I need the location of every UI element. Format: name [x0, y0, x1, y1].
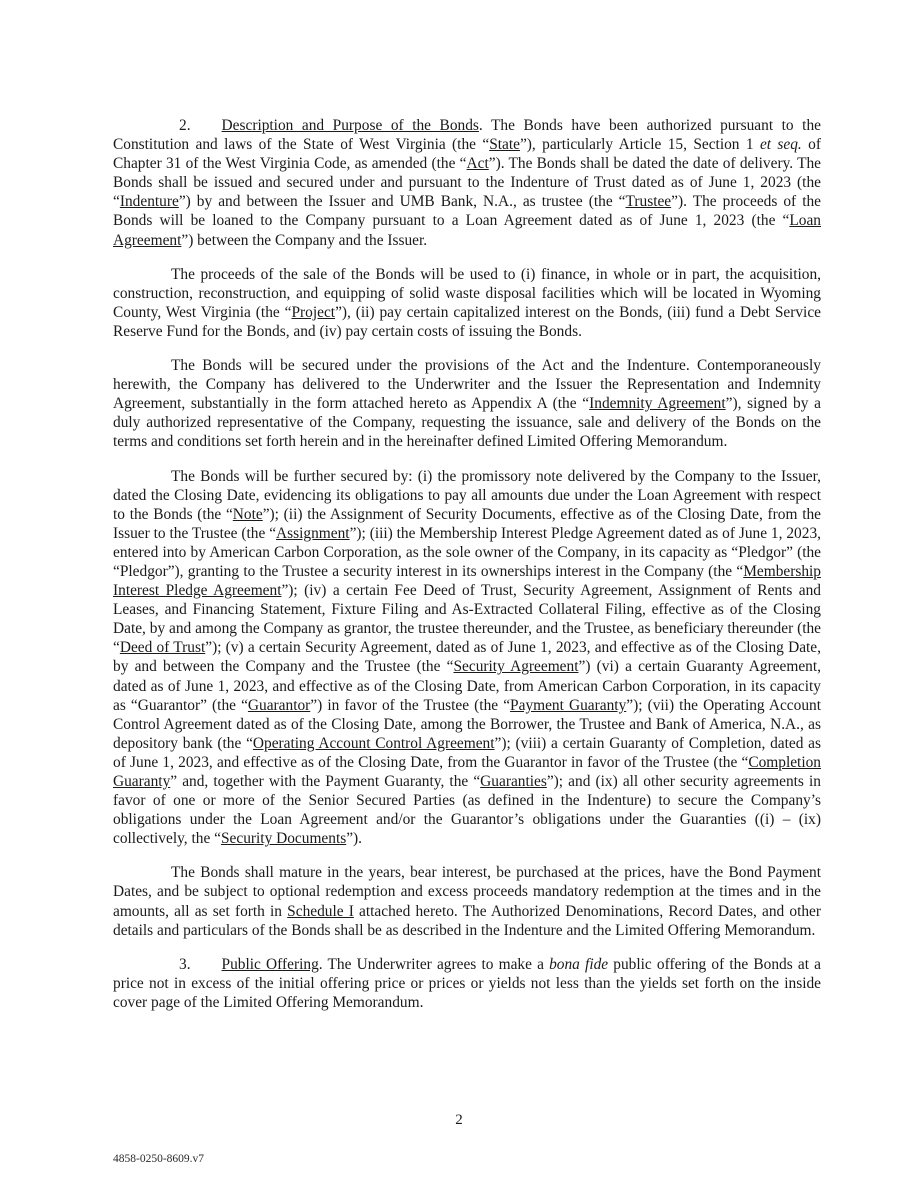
section-2-number: 2.: [179, 117, 191, 134]
section-2-paragraph-1: 2. Description and Purpose of the Bonds. The Bonds have been authorized pursuant to the Constitution and laws of the State of West Virginia (the “State”), particularly Article 15, Section 1 et seq. of Chapter 31 of the West Virginia Code, as amended (the “Act”). The Bonds shall be dated the date of delivery. The Bonds shall be issued and secured under and pursuant to the Indenture of Trust dated as of June 1, 2023 (the “Indenture”) by and between the Issuer and UMB Bank, N.A., as trustee (the “Trustee”). The proceeds of the Bonds will be loaned to the Company pursuant to a Loan Agreement dated as of June 1, 2023 (the “Loan Agreement”) between the Company and the Issuer.: [113, 117, 822, 249]
defined-term-note: Note: [232, 505, 263, 523]
defined-term-act: Act: [466, 155, 489, 173]
section-3-heading: Public Offering: [221, 955, 319, 973]
defined-term-security-documents: Security Documents: [220, 830, 347, 848]
defined-term-project: Project: [291, 303, 336, 321]
defined-term-deed-of-trust: Deed of Trust: [119, 639, 206, 657]
document-body: [113, 116, 821, 1027]
defined-term-security-agreement: Security Agreement: [453, 658, 579, 676]
defined-term-state: State: [489, 136, 520, 154]
defined-term-indemnity-agreement: Indemnity Agreement: [589, 395, 726, 413]
page-number: 2: [455, 1112, 463, 1128]
section-2-paragraph-5: The Bonds shall mature in the years, bear interest, be purchased at the prices, have the Bond Payment Dates, and be subject to optional redemption and excess proceeds mandatory redemption at the times and in the amounts, all as set forth in Schedule I attached hereto. The Authorized Denominations, Record Dates, and other details and particulars of the Bonds shall be as described in the Indenture and the Limited Offering Memorandum.: [113, 864, 821, 939]
defined-term-guarantor: Guarantor: [247, 696, 311, 714]
defined-term-assignment: Assignment: [276, 524, 350, 542]
section-3-number: 3.: [179, 955, 191, 973]
defined-term-completion-guaranty: Completion Guaranty: [113, 753, 821, 790]
defined-term-operating-account: Operating Account Control Agreement: [252, 734, 495, 752]
defined-term-pledge-agreement: Membership Interest Pledge Agreement: [113, 562, 821, 600]
section-3-paragraph: 3. Public Offering. The Underwriter agrees to make a bona fide public offering of the Bonds at a price not in excess of the initial offering price or prices or yields not less than the yields set forth on the inside cover page of the Limited Offering Memorandum.: [113, 955, 821, 1011]
section-2-paragraph-4: The Bonds will be further secured by: (i) the promissory note delivered by the Company to the Issuer, dated the Closing Date, evidencing its obligations to pay all amounts due under the Loan Agreement with respect to the Bonds (the “Note”); (ii) the Assignment of Security Documents, effective as of the Closing Date, from the Issuer to the Trustee (the “Assignment”); (iii) the Membership Interest Pledge Agreement dated as of June 1, 2023, entered into by American Carbon Corporation, as the sole owner of the Company, in its capacity as “Pledgor” (the “Pledgor”), granting to the Trustee a security interest in its ownerships interest in the Company (the “Membership Interest Pledge Agreement”); (iv) a certain Fee Deed of Trust, Security Agreement, Assignment of Rents and Leases, and Financing Statement, Fixture Filing and As-Extracted Collateral Filing, effective as of the Closing Date, by and among the Company as grantor, the trustee thereunder, and the Trustee, as beneficiary thereunder (the “Deed of Trust”); (v) a certain Security Agreement, dated as of June 1, 2023, and effective as of the Closing Date, by and between the Company and the Trustee (the “Security Agreement”) (vi) a certain Guaranty Agreement, dated as of June 1, 2023, and effective as of the Closing Date, from American Carbon Corporation, in its capacity as “Guarantor” (the “Guarantor”) in favor of the Trustee (the “Payment Guaranty”); (vii) the Operating Account Control Agreement dated as of the Closing Date, among the Borrower, the Trustee and Bank of America, N.A., as depository bank (the “Operating Account Control Agreement”); (viii) a certain Guaranty of Completion, dated as of June 1, 2023, and effective as of the Closing Date, from the Guarantor in favor of the Trustee (the “Completion Guaranty” and, together with the Payment Guaranty, the “Guaranties”); and (ix) all other security agreements in favor of one or more of the Senior Secured Parties (as defined in the Indenture) to secure the Company’s obligations under the Loan Agreement and/or the Guarantor’s obligations under the Guaranties ((i) – (ix) collectively, the “Security Documents”).: [113, 467, 821, 848]
section-2-heading: Description and Purpose of the Bonds: [221, 117, 479, 134]
defined-term-indenture: Indenture: [119, 193, 179, 211]
defined-term-trustee: Trustee: [625, 193, 672, 211]
document-id: 4858-0250-8609.v7: [113, 1153, 205, 1165]
defined-term-guaranties: Guaranties: [480, 773, 547, 790]
defined-term-payment-guaranty: Payment Guaranty: [510, 696, 627, 714]
defined-term-loan-agreement: Loan Agreement: [113, 212, 821, 249]
section-2-paragraph-3: The Bonds will be secured under the provisions of the Act and the Indenture. Contemporaneously herewith, the Company has delivered to the Underwriter and the Issuer the Representation and Indemnity Agreement, substantially in the form attached hereto as Appendix A (the “Indemnity Agreement”), signed by a duly authorized representative of the Company, requesting the issuance, sale and delivery of the Bonds on the terms and conditions set forth herein and in the hereinafter defined Limited Offering Memorandum.: [113, 357, 821, 451]
schedule-reference: Schedule I: [287, 902, 354, 920]
section-2-paragraph-2: The proceeds of the sale of the Bonds will be used to (i) finance, in whole or in part, the acquisition, construction, reconstruction, and equipping of solid waste disposal facilities which will be located in Wyoming County, West Virginia (the “Project”), (ii) pay certain capitalized interest on the Bonds, (iii) fund a Debt Service Reserve Fund for the Bonds, and (iv) pay certain costs of issuing the Bonds.: [113, 265, 821, 340]
